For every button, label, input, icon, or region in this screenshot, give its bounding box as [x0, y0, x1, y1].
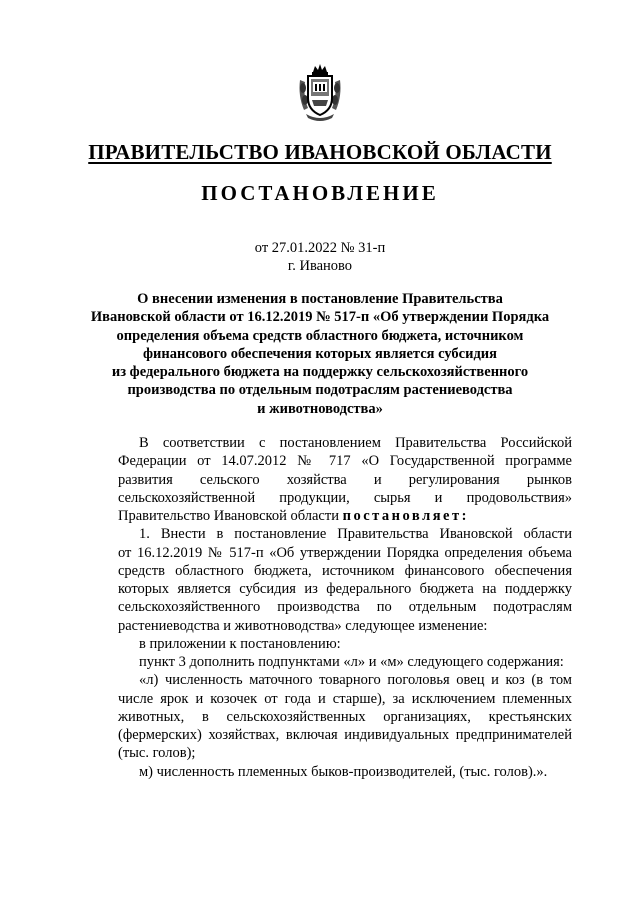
- text-line: пункт 3 дополнить подпунктами «л» и «м» следующего содержания:: [139, 654, 564, 670]
- document-body: [118, 434, 572, 781]
- text-line: (фермерских) хозяйствах, включая индивидуальных предпринимателей: [118, 727, 572, 743]
- decree-word: постановляет: [342, 508, 462, 524]
- date-number: от 27.01.2022 № 31-п: [254, 240, 386, 256]
- preamble-paragraph: [118, 434, 572, 525]
- text-line: которых является субсидия из федерального бюджета на поддержку: [118, 581, 572, 597]
- text-line: в приложении к постановлению:: [139, 635, 341, 652]
- text-line: (тыс. голов);: [118, 745, 196, 762]
- text-line: В соответствии с постановлением Правительства Российской: [139, 435, 572, 451]
- subject-line: О внесении изменения в постановление Правительства: [137, 291, 503, 307]
- text-line: от 16.12.2019 № 517-п «Об утверждении Порядка определения объема: [118, 544, 572, 561]
- text-line: животных, в сельскохозяйственных организациях, крестьянских: [118, 708, 572, 725]
- subject-line: и животноводства»: [257, 400, 383, 417]
- government-title: ПРАВИТЕЛЬСТВО ИВАНОВСКОЙ ОБЛАСТИ: [88, 140, 552, 164]
- annex-paragraph: [118, 635, 572, 653]
- text-line: развития сельского хозяйства и регулирования рынков: [118, 471, 572, 488]
- decree-colon: :: [461, 508, 467, 524]
- text-line: м) численность племенных быков-производителей, (тыс. голов).».: [139, 763, 548, 780]
- text-line: [118, 507, 572, 525]
- city: г. Иваново: [287, 258, 353, 274]
- subpoint-m-paragraph: [118, 763, 572, 781]
- text-line: сельскохозяйственной продукции, сырья и продовольствия»: [118, 489, 572, 506]
- text-line: «л) численность маточного товарного поголовья овец и коз (в том: [139, 672, 572, 689]
- subject-line: финансового обеспечения которых является субсидия: [143, 345, 497, 362]
- text-line: 1. Внести в постановление Правительства Ивановской области: [139, 526, 572, 543]
- subject-line: Ивановской области от 16.12.2019 № 517-п «Об утверждении Порядка: [90, 309, 550, 326]
- text-line: числе ярок и козочек от года и старше), за исключением племенных: [118, 690, 572, 707]
- coat-of-arms-icon: [296, 62, 344, 122]
- preamble-last-text: Правительство Ивановской области: [118, 508, 339, 524]
- document-subject: [0, 290, 640, 418]
- subject-line: определения объема средств областного бюджета, источником: [116, 327, 524, 344]
- item-1-paragraph: [118, 525, 572, 635]
- text-line: Федерации от 14.07.2012 № 717 «О Государственной программе: [118, 453, 572, 470]
- document-type: ПОСТАНОВЛЕНИЕ: [201, 181, 439, 205]
- text-line: средств областного бюджета, источником финансового обеспечения: [118, 562, 572, 579]
- subject-line: производства по отдельным подотраслям растениеводства: [127, 382, 513, 399]
- subject-line: из федерального бюджета на поддержку сельскохозяйственного: [111, 364, 529, 381]
- text-line: сельскохозяйственного производства по отдельным подотраслям: [118, 599, 572, 616]
- text-line: растениеводства и животноводства» следующее изменение:: [118, 617, 488, 634]
- subpoint-l-paragraph: [118, 671, 572, 762]
- point-3-paragraph: [118, 653, 572, 671]
